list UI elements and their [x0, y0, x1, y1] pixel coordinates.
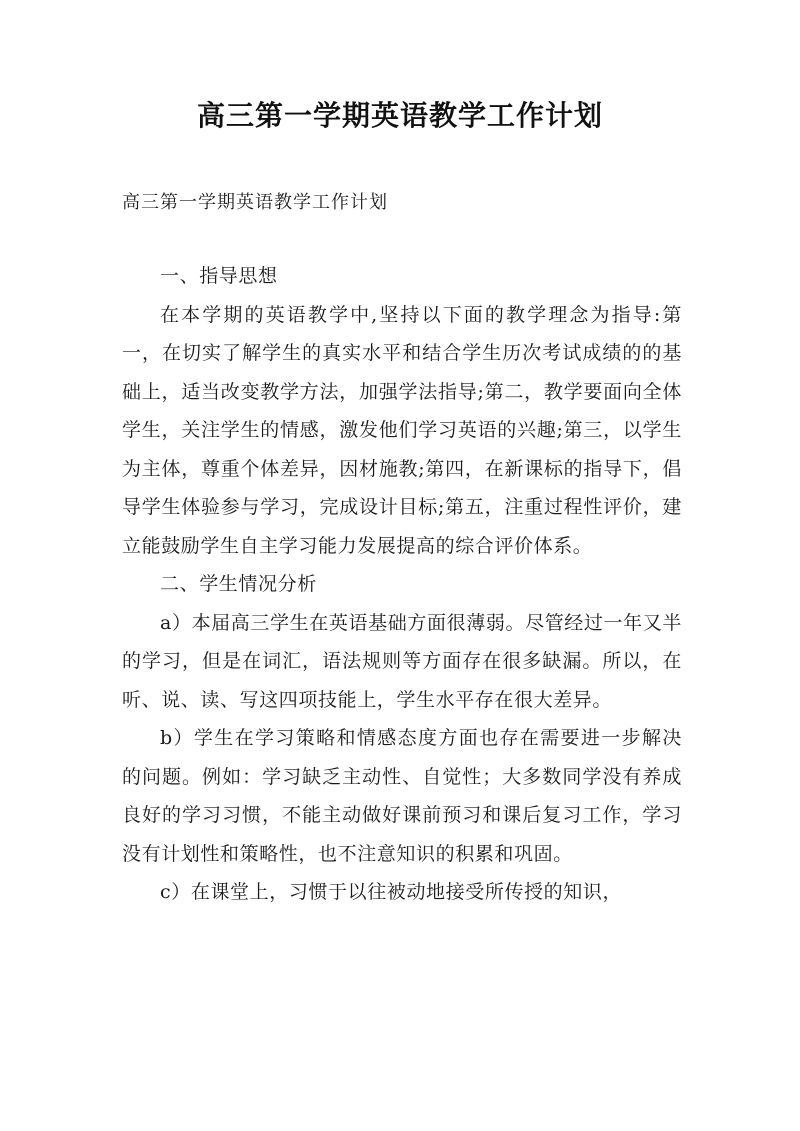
document-subtitle: 高三第一学期英语教学工作计划: [122, 192, 388, 213]
paragraph-analysis-b: b）学生在学习策略和情感态度方面也存在需要进一步解决的问题。例如：学习缺乏主动性、自觉性；大多数同学没有养成良好的学习习惯，不能主动做好课前预习和课后复习工作，学习没有计划性和策略性，也不注意知识的积累和巩固。: [122, 727, 682, 865]
paragraph-guiding-ideology: 在本学期的英语教学中,坚持以下面的教学理念为指导:第一，在切实了解学生的真实水平和结合学生历次考试成绩的的基础上，适当改变教学方法，加强学法指导;第二，教学要面向全体学生，关注学生的情感，激发他们学习英语的兴趣;第三，以学生为主体，尊重个体差异，因材施教;第四，在新课标的指导下，倡导学生体验参与学习，完成设计目标;第五，注重过程性评价，建立能鼓励学生自主学习能力发展提高的综合评价体系。: [122, 303, 682, 557]
paragraph-analysis-a: a）本届高三学生在英语基础方面很薄弱。尽管经过一年又半的学习，但是在词汇，语法规则等方面存在很多缺漏。所以，在听、说、读、写这四项技能上，学生水平存在很大差异。: [122, 611, 682, 711]
section-heading-student-analysis: 二、学生情况分析: [160, 573, 317, 595]
paragraph-analysis-c: c）在课堂上，习惯于以往被动地接受所传授的知识，: [160, 881, 623, 903]
section-heading-guiding-ideology: 一、指导思想: [160, 265, 278, 287]
document-body: [122, 257, 682, 912]
document-title: 高三第一学期英语教学工作计划: [196, 99, 603, 132]
